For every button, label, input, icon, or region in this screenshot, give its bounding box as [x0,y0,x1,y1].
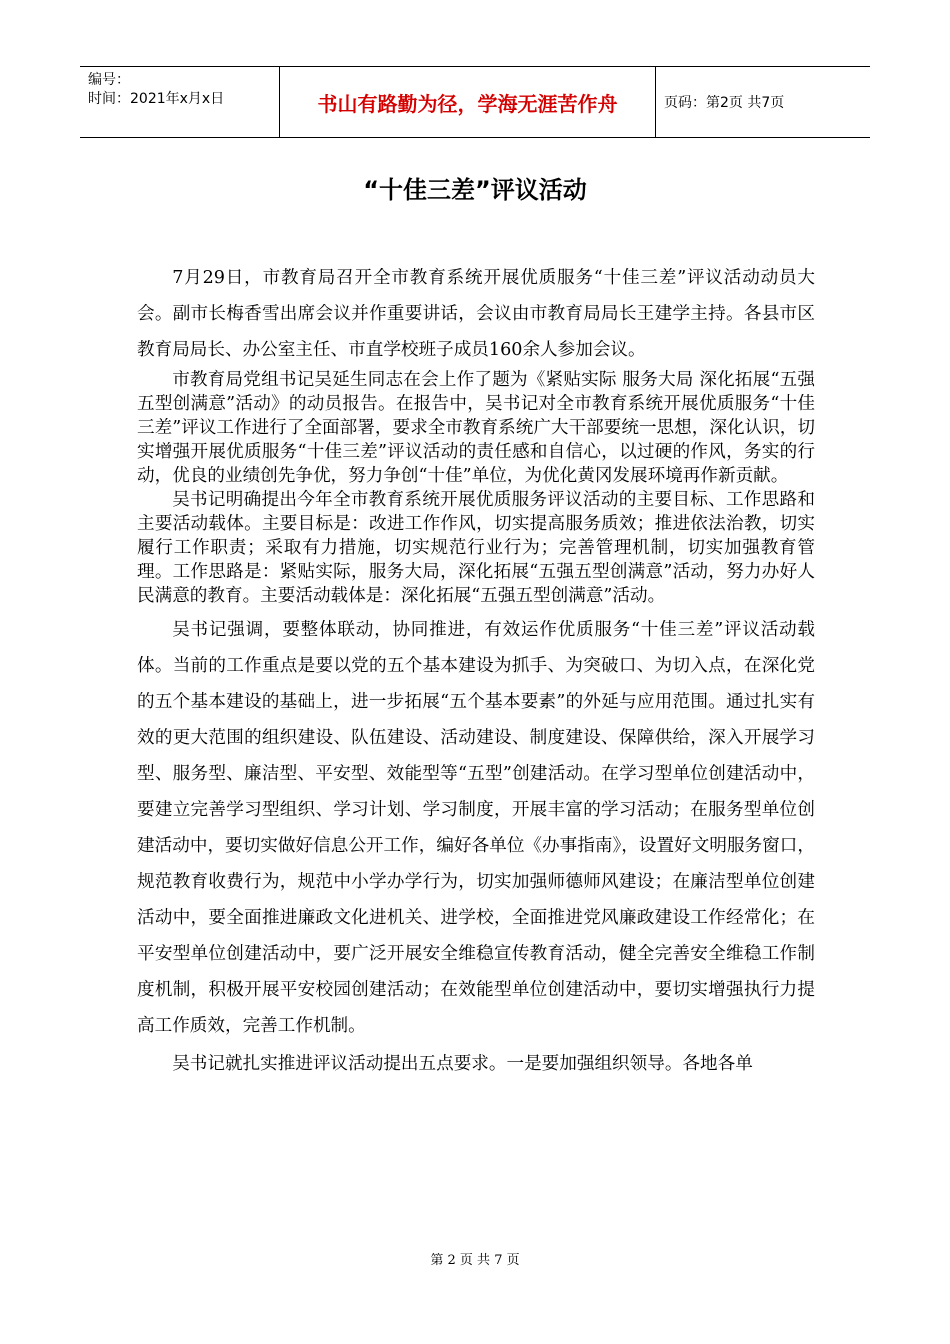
paragraph-4: 吴书记强调，要整体联动，协同推进，有效运作优质服务“十佳三差”评议活动载体。当前的工作重点是要以党的五个基本建设为抓手、为突破口、为切入点，在深化党的五个基本建设的基础上，进一步拓展“五个基本要素”的外延与应用范围。通过扎实有效的更大范围的组织建设、队伍建设、活动建设、制度建设、保障供给，深入开展学习型、服务型、廉洁型、平安型、效能型等“五型”创建活动。在学习型单位创建活动中，要建立完善学习型组织、学习计划、学习制度，开展丰富的学习活动；在服务型单位创建活动中，要切实做好信息公开工作，编好各单位《办事指南》，设置好文明服务窗口，规范教育收费行为，规范中小学办学行为，切实加强师德师风建设；在廉洁型单位创建活动中，要全面推进廉政文化进机关、进学校，全面推进党风廉政建设工作经常化；在平安型单位创建活动中，要广泛开展安全维稳宣传教育活动，健全完善安全维稳工作制度机制，积极开展平安校园创建活动；在效能型单位创建活动中，要切实增强执行力提高工作质效，完善工作机制。 [137,620,815,1036]
paragraph-5: 吴书记就扎实推进评议活动提出五点要求。一是要加强组织领导。各地各单 [172,1054,753,1074]
document-header [80,66,870,138]
document-body [137,260,815,1082]
paragraph-1: 7月29日，市教育局召开全市教育系统开展优质服务“十佳三差”评议活动动员大会。副市长梅香雪出席会议并作重要讲话，会议由市教育局局长王建学主持。各县市区教育局局长、办公室主任、市直学校班子成员160余人参加会议。 [137,268,815,360]
page-info: 页码：第2页 共7页 [664,95,785,111]
header-meta [80,67,280,137]
paragraph-3: 吴书记明确提出今年全市教育系统开展优质服务评议活动的主要目标、工作思路和主要活动载体。主要目标是：改进工作作风，切实提高服务质效；推进依法治教，切实履行工作职责；采取有力措施，切实规范行业行为；完善管理机制，切实加强教育管理。工作思路是：紧贴实际，服务大局，深化拓展“五强五型创满意”活动，努力办好人民满意的教育。主要活动载体是：深化拓展“五强五型创满意”活动。 [137,490,815,606]
paragraph-2: 市教育局党组书记吴延生同志在会上作了题为《紧贴实际 服务大局 深化拓展“五强五型创满意”活动》的动员报告。在报告中，吴书记对全市教育系统开展优质服务“十佳三差”评议工作进行了全面部署，要求全市教育系统广大干部要统一思想，深化认识，切实增强开展优质服务“十佳三差”评议活动的责任感和自信心，以过硬的作风，务实的行动，优良的业绩创先争优，努力争创“十佳”单位，为优化黄冈发展环境再作新贡献。 [137,370,815,486]
motto: 书山有路勤为径，学海无涯苦作舟 [280,67,656,137]
number-label: 编号： [88,72,130,88]
page-footer: 第 2 页 共 7 页 [430,1253,520,1268]
time-label: 时间：2021年x月x日 [88,91,225,107]
document-title: “十佳三差”评议活动 [363,176,587,204]
